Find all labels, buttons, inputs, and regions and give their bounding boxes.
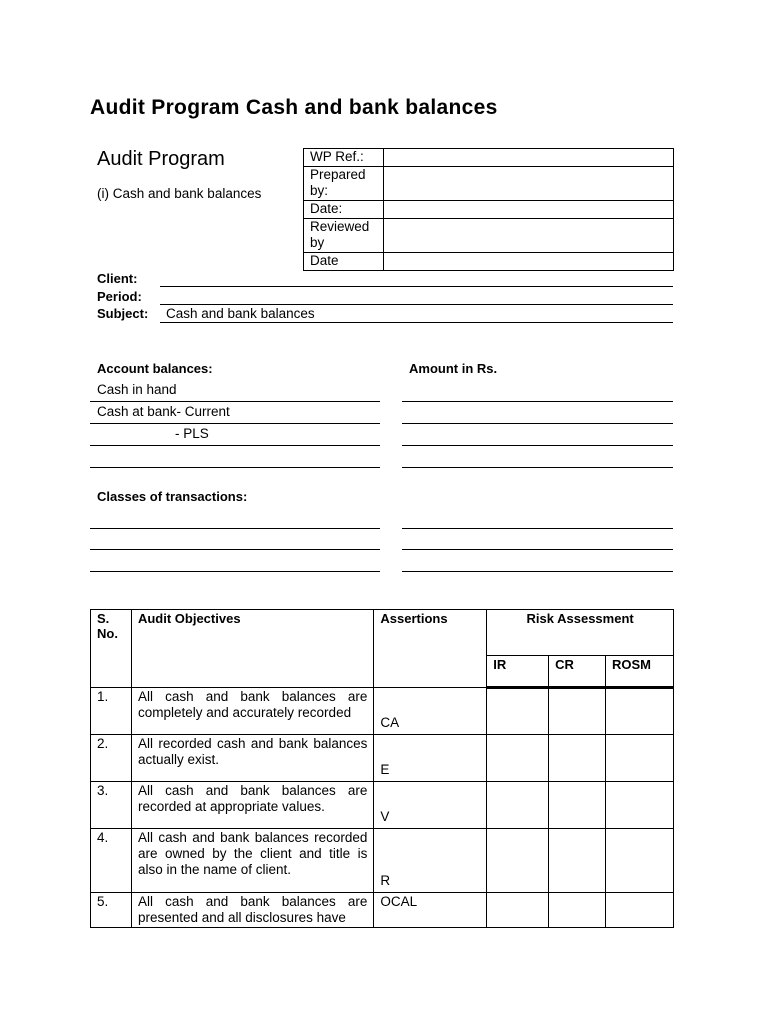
amount-line[interactable] xyxy=(402,423,673,424)
transaction-line[interactable] xyxy=(90,571,380,572)
row-objective: All recorded cash and bank balances actually exist. xyxy=(131,735,373,782)
row-number: 2. xyxy=(91,735,132,782)
balance-item: Cash at bank- Current xyxy=(97,404,230,419)
account-balances-heading: Account balances: xyxy=(97,361,213,376)
row-objective: All cash and bank balances recorded are owned by the client and title is also in the name of client. xyxy=(131,829,373,893)
row-objective: All cash and bank balances are recorded at appropriate values. xyxy=(131,782,373,829)
transaction-amount-line[interactable] xyxy=(402,571,673,572)
balance-item: - PLS xyxy=(175,426,209,441)
transaction-amount-line[interactable] xyxy=(402,528,673,529)
assertions-header: Assertions xyxy=(374,610,487,688)
row-number: 3. xyxy=(91,782,132,829)
amount-line[interactable] xyxy=(402,467,673,468)
reference-table xyxy=(303,148,674,271)
ref-value[interactable] xyxy=(384,219,674,253)
row-cr[interactable] xyxy=(549,829,606,893)
rosm-header: ROSM xyxy=(606,656,674,688)
transaction-line[interactable] xyxy=(90,528,380,529)
balance-item: Cash in hand xyxy=(97,382,177,397)
ref-value[interactable] xyxy=(384,149,674,167)
row-cr[interactable] xyxy=(549,688,606,735)
row-rosm[interactable] xyxy=(606,688,674,735)
table-row xyxy=(91,735,674,782)
table-row xyxy=(91,829,674,893)
amount-line[interactable] xyxy=(402,445,673,446)
ref-label: Date: xyxy=(304,201,384,219)
table-row xyxy=(91,893,674,928)
page-subtitle: Audit Program xyxy=(97,148,225,170)
row-assertion: CA xyxy=(374,688,487,735)
row-rosm[interactable] xyxy=(606,782,674,829)
document-title: Audit Program Cash and bank balances xyxy=(90,96,498,119)
row-cr[interactable] xyxy=(549,893,606,928)
period-line xyxy=(160,304,673,305)
transaction-line[interactable] xyxy=(90,549,380,550)
ref-value[interactable] xyxy=(384,167,674,201)
ref-label: WP Ref.: xyxy=(304,149,384,167)
objectives-header: Audit Objectives xyxy=(131,610,373,688)
row-number: 4. xyxy=(91,829,132,893)
client-line xyxy=(160,286,673,287)
balance-line xyxy=(90,445,380,446)
row-ir[interactable] xyxy=(487,829,549,893)
ref-value[interactable] xyxy=(384,201,674,219)
ir-header: IR xyxy=(487,656,549,688)
row-assertion: E xyxy=(374,735,487,782)
row-rosm[interactable] xyxy=(606,829,674,893)
row-number: 1. xyxy=(91,688,132,735)
period-label: Period: xyxy=(97,289,142,304)
transaction-amount-line[interactable] xyxy=(402,549,673,550)
ref-label: Prepared by: xyxy=(304,167,384,201)
row-cr[interactable] xyxy=(549,782,606,829)
client-label: Client: xyxy=(97,271,138,286)
ref-value[interactable] xyxy=(384,253,674,271)
row-ir[interactable] xyxy=(487,893,549,928)
row-ir[interactable] xyxy=(487,782,549,829)
balance-line xyxy=(90,401,380,402)
ref-label: Date xyxy=(304,253,384,271)
audit-objectives-table xyxy=(90,609,674,928)
balance-line xyxy=(90,423,380,424)
subject-value[interactable]: Cash and bank balances xyxy=(166,306,315,321)
table-row xyxy=(91,688,674,735)
row-assertion: OCAL xyxy=(374,893,487,928)
classes-heading: Classes of transactions: xyxy=(97,489,248,504)
table-row xyxy=(91,782,674,829)
amount-line[interactable] xyxy=(402,401,673,402)
row-objective: All cash and bank balances are completely and accurately recorded xyxy=(131,688,373,735)
ref-label: Reviewed by xyxy=(304,219,384,253)
row-ir[interactable] xyxy=(487,735,549,782)
row-number: 5. xyxy=(91,893,132,928)
section-label: (i) Cash and bank balances xyxy=(97,186,262,201)
risk-assessment-header: Risk Assessment xyxy=(487,610,674,656)
sno-header: S. No. xyxy=(91,610,132,688)
row-rosm[interactable] xyxy=(606,735,674,782)
amount-heading: Amount in Rs. xyxy=(409,361,498,376)
row-rosm[interactable] xyxy=(606,893,674,928)
subject-label: Subject: xyxy=(97,306,149,321)
row-assertion: V xyxy=(374,782,487,829)
row-cr[interactable] xyxy=(549,735,606,782)
row-assertion: R xyxy=(374,829,487,893)
cr-header: CR xyxy=(549,656,606,688)
row-ir[interactable] xyxy=(487,688,549,735)
row-objective: All cash and bank balances are presented and all disclosures have xyxy=(131,893,373,928)
subject-line xyxy=(160,322,673,323)
balance-line xyxy=(90,467,380,468)
